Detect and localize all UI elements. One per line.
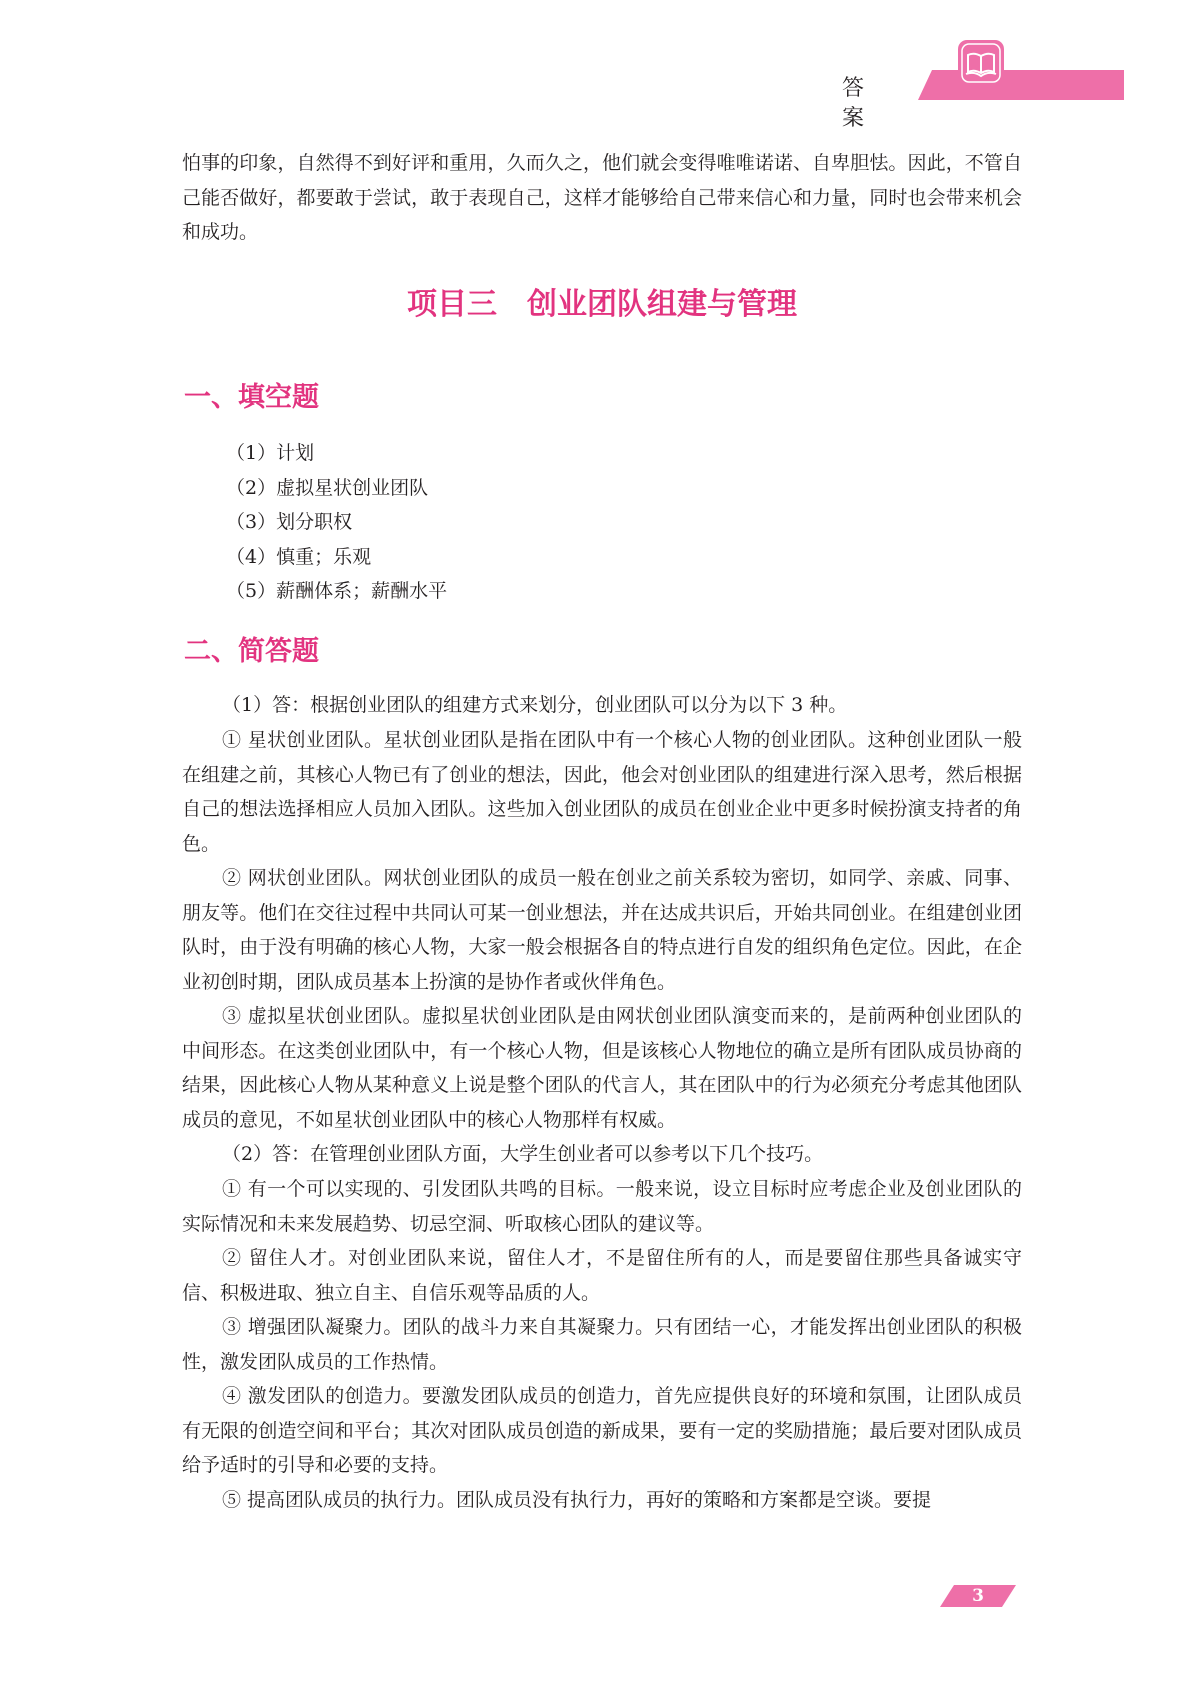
project-title: 项目三 创业团队组建与管理 (407, 287, 797, 322)
answer-paragraph: ② 留住人才。对创业团队来说，留住人才，不是留住所有的人，而是要留住那些具备诚实守信、积极进取、独立自主、自信乐观等品质的人。 (182, 1247, 1022, 1304)
intro-paragraph: 怕事的印象，自然得不到好评和重用，久而久之，他们就会变得唯唯诺诺、自卑胆怯。因此，不管自己能否做好，都要敢于尝试，敢于表现自己，这样才能够给自己带来信心和力量，同时也会带来机会和成功。 (182, 152, 1022, 244)
page-number: 3 (972, 1586, 984, 1606)
answer-paragraph: ⑤ 提高团队成员的执行力。团队成员没有执行力，再好的策略和方案都是空谈。要提 (222, 1489, 932, 1511)
answer-paragraph: ① 星状创业团队。星状创业团队是指在团队中有一个核心人物的创业团队。这种创业团队一般在组建之前，其核心人物已有了创业的想法，因此，他会对创业团队的组建进行深入思考，然后根据自己的想法选择相应人员加入团队。这些加入创业团队的成员在创业企业中更多时候扮演支持者的角色。 (182, 729, 1022, 855)
answer-paragraph: ③ 虚拟星状创业团队。虚拟星状创业团队是由网状创业团队演变而来的，是前两种创业团队的中间形态。在这类创业团队中，有一个核心人物，但是该核心人物地位的确立是所有团队成员协商的结果，因此核心人物从某种意义上说是整个团队的代言人，其在团队中的行为必须充分考虑其他团队成员的意见，不如星状创业团队中的核心人物那样有权威。 (182, 1005, 1022, 1131)
section-heading-short-answer: 二、简答题 (184, 636, 319, 667)
answer-paragraph: ② 网状创业团队。网状创业团队的成员一般在创业之前关系较为密切，如同学、亲戚、同事、朋友等。他们在交往过程中共同认可某一创业想法，并在达成共识后，开始共同创业。在组建创业团队时，由于没有明确的核心人物，大家一般会根据各自的特点进行自发的组织角色定位。因此，在企业初创时期，团队成员基本上扮演的是协作者或伙伴角色。 (182, 867, 1022, 993)
book-icon (956, 38, 1006, 88)
list-item: （3）划分职权 (226, 511, 353, 534)
list-item: （2）虚拟星状创业团队 (226, 476, 429, 499)
answer-paragraph: （2）答：在管理创业团队方面，大学生创业者可以参考以下几个技巧。 (222, 1143, 824, 1165)
list-item: （4）慎重；乐观 (226, 545, 372, 568)
fill-blank-answer-list (226, 436, 826, 609)
answer-paragraph: ① 有一个可以实现的、引发团队共鸣的目标。一般来说，设立目标时应考虑企业及创业团队的实际情况和未来发展趋势、切忌空洞、听取核心团队的建议等。 (182, 1178, 1022, 1235)
section-heading-fill-blank: 一、填空题 (184, 382, 319, 413)
header-label: 答 案 (842, 76, 877, 131)
answer-paragraph: ③ 增强团队凝聚力。团队的战斗力来自其凝聚力。只有团结一心，才能发挥出创业团队的积极性，激发团队成员的工作热情。 (182, 1316, 1022, 1373)
answer-paragraph: ④ 激发团队的创造力。要激发团队成员的创造力，首先应提供良好的环境和氛围，让团队成员有无限的创造空间和平台；其次对团队成员创造的新成果，要有一定的奖励措施；最后要对团队成员给予适时的引导和必要的支持。 (182, 1385, 1022, 1477)
answer-paragraph: （1）答：根据创业团队的组建方式来划分，创业团队可以分为以下 3 种。 (222, 694, 848, 716)
header-accent-bar (918, 70, 1124, 100)
list-item: （1）计划 (226, 442, 315, 464)
list-item: （5）薪酬体系；薪酬水平 (226, 580, 448, 603)
page-number-badge (940, 1585, 1016, 1607)
